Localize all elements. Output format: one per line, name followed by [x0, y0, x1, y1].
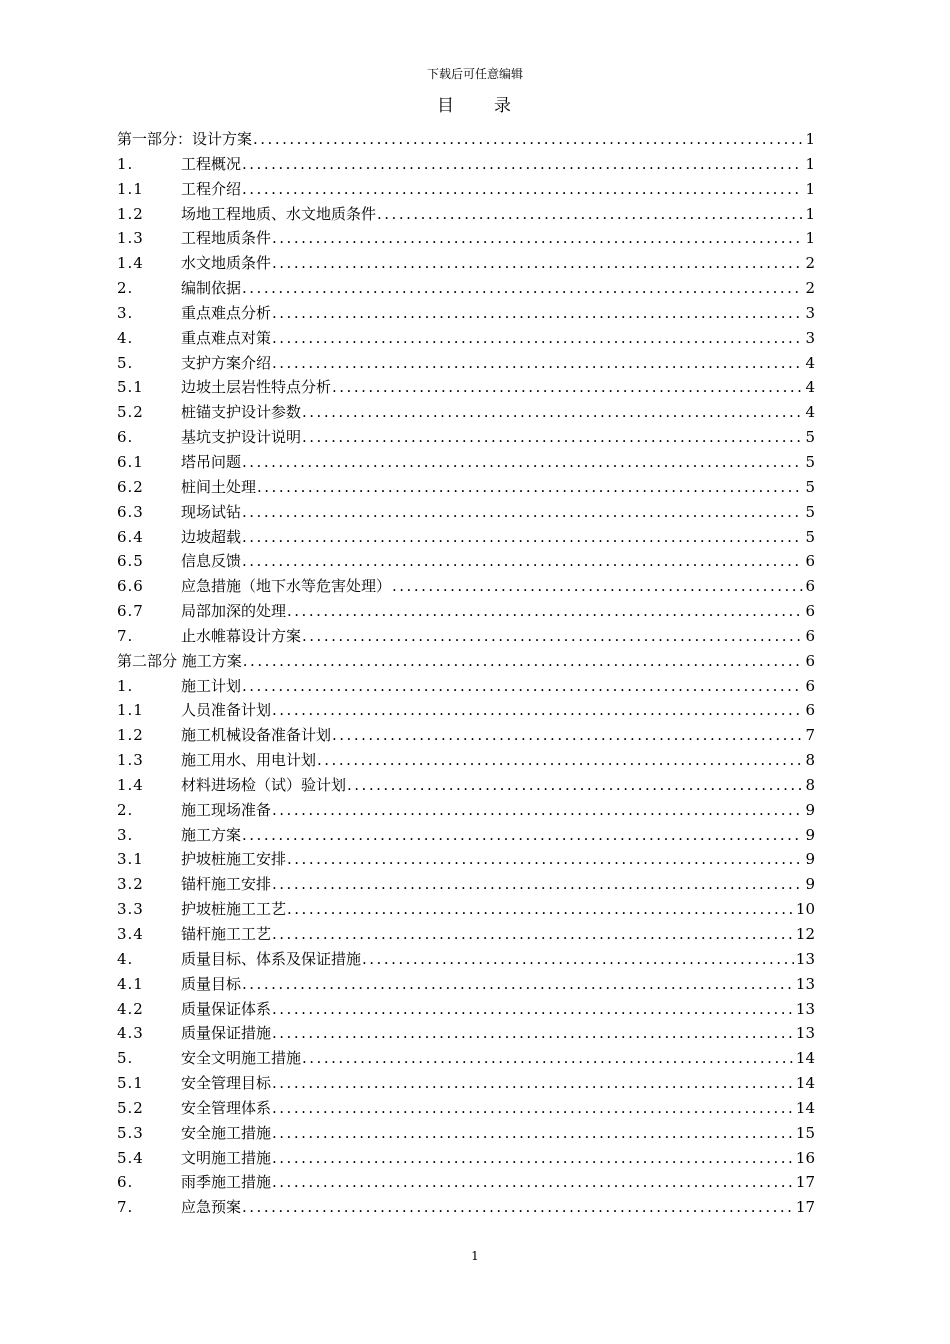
toc-entry-page: 1: [805, 204, 815, 223]
toc-entry-page: 16: [795, 1148, 815, 1167]
toc-dot-leader: [271, 1121, 794, 1146]
toc-entry-title: 重点难点分析: [181, 303, 272, 322]
toc-entry[interactable]: [117, 624, 815, 649]
toc-entry-page: 3: [805, 303, 815, 322]
toc-entry-page: 6: [805, 676, 815, 695]
toc-entry-page: 8: [805, 751, 815, 770]
toc-entry-title: 止水帷幕设计方案: [181, 626, 302, 645]
toc-entry-number: 5.: [117, 353, 134, 372]
table-of-contents: [117, 127, 815, 1220]
toc-entry-page: 13: [795, 1024, 815, 1043]
toc-entry[interactable]: [117, 1121, 815, 1146]
toc-entry[interactable]: [117, 177, 815, 202]
toc-entry-page: 1: [805, 154, 815, 173]
toc-entry-number: 4.2: [117, 999, 144, 1018]
toc-title: 目 录: [437, 96, 513, 116]
toc-entry-number: 3.: [117, 825, 134, 844]
toc-dot-leader: [241, 823, 803, 848]
toc-entry[interactable]: [117, 1046, 815, 1071]
toc-entry-page: 9: [805, 875, 815, 894]
toc-dot-leader: [331, 375, 803, 400]
toc-entry[interactable]: [117, 1146, 815, 1171]
toc-entry-page: 5: [805, 502, 815, 521]
toc-entry-page: 6: [805, 626, 815, 645]
toc-dot-leader: [361, 947, 794, 972]
toc-entry-title: 施工用水、用电计划: [181, 751, 317, 770]
toc-entry-page: 17: [795, 1198, 815, 1217]
toc-entry-number: 6.4: [117, 527, 144, 546]
toc-dot-leader: [286, 897, 794, 922]
toc-entry[interactable]: [117, 276, 815, 301]
toc-entry[interactable]: [117, 152, 815, 177]
toc-dot-leader: [241, 152, 803, 177]
toc-entry-title: 施工机械设备准备计划: [181, 726, 332, 745]
toc-dot-leader: [252, 127, 803, 152]
toc-dot-leader: [241, 674, 803, 699]
toc-dot-leader: [316, 748, 803, 773]
toc-entry-number: 6.1: [117, 452, 144, 471]
toc-entry-title: 文明施工措施: [181, 1148, 272, 1167]
toc-entry-title: 锚杆施工安排: [181, 875, 272, 894]
toc-entry-title: 边坡土层岩性特点分析: [181, 378, 332, 397]
toc-dot-leader: [241, 1195, 794, 1220]
toc-entry-number: 5.1: [117, 378, 144, 397]
toc-dot-leader: [271, 922, 794, 947]
toc-entry-page: 12: [795, 925, 815, 943]
toc-entry-number: 6.: [117, 428, 134, 447]
toc-entry-number: 6.6: [117, 577, 144, 596]
toc-entry[interactable]: [117, 251, 815, 276]
toc-entry-title: 质量目标: [181, 974, 242, 993]
toc-entry-number: 3.1: [117, 850, 144, 869]
toc-entry-title: 基坑支护设计说明: [181, 428, 302, 447]
toc-entry-title: 工程介绍: [181, 179, 242, 198]
toc-entry[interactable]: [117, 549, 815, 574]
toc-entry-title: 锚杆施工工艺: [181, 925, 272, 943]
toc-entry-title: 场地工程地质、水文地质条件: [181, 204, 377, 223]
toc-entry-title: 质量保证措施: [181, 1024, 272, 1043]
toc-entry-number: 5.3: [117, 1123, 144, 1142]
toc-dot-leader: [271, 698, 803, 723]
toc-entry-page: 14: [795, 1049, 815, 1068]
toc-dot-leader: [241, 276, 803, 301]
toc-dot-leader: [271, 1021, 794, 1046]
toc-entry-page: 3: [805, 328, 815, 347]
toc-dot-leader: [346, 773, 803, 798]
toc-dot-leader: [271, 872, 803, 897]
toc-entry-page: 10: [795, 900, 815, 919]
toc-entry-page: 4: [805, 403, 815, 422]
toc-entry-number: 3.3: [117, 900, 144, 919]
toc-entry-title: 桩间土处理: [181, 477, 257, 496]
toc-dot-leader: [286, 599, 803, 624]
toc-entry-title: 雨季施工措施: [181, 1173, 272, 1192]
toc-entry-number: 3.2: [117, 875, 144, 894]
toc-entry-number: 1.: [117, 154, 134, 173]
toc-entry-number: 4.1: [117, 974, 144, 993]
toc-entry-number: 1.1: [117, 179, 144, 198]
toc-entry[interactable]: [117, 748, 815, 773]
toc-entry-title: 水文地质条件: [181, 254, 272, 273]
toc-entry-number: 1.1: [117, 701, 144, 720]
toc-entry-title: 支护方案介绍: [181, 353, 272, 372]
page-header-note: 下载后可任意编辑: [426, 67, 523, 81]
toc-entry-number: 7.: [117, 626, 134, 645]
toc-entry[interactable]: [117, 525, 815, 550]
toc-entry-number: 5.4: [117, 1148, 144, 1167]
toc-entry[interactable]: [117, 947, 815, 972]
toc-entry[interactable]: [117, 847, 815, 872]
toc-entry-page: 4: [805, 378, 815, 397]
toc-entry[interactable]: [117, 972, 815, 997]
toc-entry[interactable]: [117, 301, 815, 326]
toc-entry-title: 质量保证体系: [181, 999, 272, 1018]
toc-entry[interactable]: [117, 798, 815, 823]
page-number: 1: [471, 1249, 479, 1263]
toc-entry-number: 5.1: [117, 1074, 144, 1093]
toc-entry-number: 3.: [117, 303, 134, 322]
toc-entry-title: 安全管理体系: [181, 1098, 272, 1117]
toc-entry-number: 5.2: [117, 1098, 144, 1117]
toc-entry-page: 9: [805, 800, 815, 819]
toc-dot-leader: [271, 351, 803, 376]
toc-dot-leader: [256, 475, 803, 500]
toc-entry-page: 13: [795, 974, 815, 993]
toc-entry[interactable]: [117, 1071, 815, 1096]
toc-entry[interactable]: [117, 773, 815, 798]
toc-entry-page: 6: [805, 701, 815, 720]
toc-entry-title: 护坡桩施工安排: [181, 850, 287, 869]
toc-entry-title: 工程地质条件: [181, 229, 272, 248]
toc-dot-leader: [241, 549, 803, 574]
toc-entry-number: 4.: [117, 949, 134, 968]
toc-entry-title: 桩锚支护设计参数: [181, 403, 302, 422]
toc-dot-leader: [271, 1071, 794, 1096]
toc-entry-number: 1.3: [117, 751, 144, 770]
toc-entry-number: 1.3: [117, 229, 144, 248]
toc-entry[interactable]: [117, 500, 815, 525]
toc-entry[interactable]: [117, 326, 815, 351]
toc-entry-title: 护坡桩施工工艺: [181, 900, 287, 919]
toc-entry-number: 7.: [117, 1198, 134, 1217]
toc-dot-leader: [301, 425, 803, 450]
toc-entry[interactable]: [117, 723, 815, 748]
toc-entry-page: 14: [795, 1098, 815, 1117]
toc-entry-number: 1.4: [117, 775, 144, 794]
toc-dot-leader: [391, 574, 803, 599]
toc-entry-title: 塔吊问题: [181, 452, 242, 471]
toc-dot-leader: [271, 1146, 794, 1171]
toc-entry-page: 13: [795, 949, 815, 968]
toc-entry-title: 施工方案: [181, 825, 242, 844]
toc-entry-page: 6: [805, 651, 815, 670]
toc-part-entry[interactable]: [117, 649, 815, 674]
toc-entry-number: 4.: [117, 328, 134, 347]
toc-dot-leader: [242, 649, 804, 674]
toc-entry-title: 材料进场检（试）验计划: [181, 775, 347, 794]
toc-entry-title: 第二部分 施工方案: [117, 651, 242, 670]
toc-entry-title: 信息反馈: [181, 552, 242, 571]
toc-entry-page: 9: [805, 825, 815, 844]
toc-dot-leader: [271, 226, 803, 251]
toc-entry-page: 13: [795, 999, 815, 1018]
toc-dot-leader: [301, 624, 803, 649]
toc-entry-number: 6.2: [117, 477, 144, 496]
toc-entry-title: 应急措施（地下水等危害处理）: [181, 577, 392, 596]
toc-entry-title: 安全施工措施: [181, 1123, 272, 1142]
toc-entry-number: 1.: [117, 676, 134, 695]
toc-dot-leader: [271, 1170, 794, 1195]
toc-dot-leader: [271, 326, 803, 351]
toc-entry-title: 现场试钻: [181, 502, 242, 521]
toc-entry-page: 2: [805, 254, 815, 273]
toc-entry-title: 局部加深的处理: [181, 602, 287, 621]
toc-entry-number: 1.2: [117, 726, 144, 745]
toc-entry-page: 14: [795, 1074, 815, 1093]
toc-entry-number: 2.: [117, 800, 134, 819]
toc-entry-number: 2.: [117, 279, 134, 298]
toc-entry-number: 6.: [117, 1173, 134, 1192]
toc-entry[interactable]: [117, 1170, 815, 1195]
toc-entry[interactable]: [117, 823, 815, 848]
toc-entry[interactable]: [117, 400, 815, 425]
toc-entry[interactable]: [117, 202, 815, 227]
toc-dot-leader: [301, 400, 803, 425]
toc-entry[interactable]: [117, 375, 815, 400]
toc-entry-title: 人员准备计划: [181, 701, 272, 720]
toc-entry-number: 6.3: [117, 502, 144, 521]
toc-entry-page: 6: [805, 602, 815, 621]
toc-entry-page: 8: [805, 775, 815, 794]
toc-entry-title: 第一部分：设计方案: [117, 130, 253, 148]
toc-dot-leader: [241, 177, 803, 202]
toc-entry-title: 边坡超载: [181, 527, 242, 546]
toc-entry-page: 15: [795, 1123, 815, 1142]
toc-entry[interactable]: [117, 872, 815, 897]
toc-entry-title: 施工现场准备: [181, 800, 272, 819]
toc-entry-title: 工程概况: [181, 154, 242, 173]
toc-entry[interactable]: [117, 450, 815, 475]
toc-dot-leader: [241, 972, 794, 997]
toc-dot-leader: [271, 798, 803, 823]
toc-entry-title: 应急预案: [181, 1198, 242, 1217]
toc-entry[interactable]: [117, 698, 815, 723]
toc-entry-number: 1.4: [117, 254, 144, 273]
toc-entry-page: 2: [805, 279, 815, 298]
toc-entry-number: 4.3: [117, 1024, 144, 1043]
toc-entry[interactable]: [117, 897, 815, 922]
toc-entry[interactable]: [117, 1096, 815, 1121]
toc-dot-leader: [271, 301, 803, 326]
toc-entry-title: 安全管理目标: [181, 1074, 272, 1093]
toc-entry-page: 9: [805, 850, 815, 869]
toc-dot-leader: [271, 251, 803, 276]
toc-entry-number: 1.2: [117, 204, 144, 223]
toc-entry-page: 5: [805, 477, 815, 496]
toc-entry-page: 17: [795, 1173, 815, 1192]
toc-entry-title: 重点难点对策: [181, 328, 272, 347]
toc-entry-number: 3.4: [117, 925, 144, 943]
toc-entry[interactable]: [117, 1021, 815, 1046]
toc-dot-leader: [271, 1096, 794, 1121]
toc-entry[interactable]: [117, 599, 815, 624]
toc-entry-page: 4: [805, 353, 815, 372]
toc-entry-page: 5: [805, 452, 815, 471]
toc-entry[interactable]: [117, 1195, 815, 1220]
toc-dot-leader: [241, 450, 803, 475]
toc-dot-leader: [331, 723, 803, 748]
toc-dot-leader: [271, 997, 794, 1022]
toc-entry-page: 5: [805, 428, 815, 447]
toc-entry-number: 6.7: [117, 602, 144, 621]
toc-entry[interactable]: [117, 475, 815, 500]
toc-part-entry[interactable]: [117, 127, 815, 152]
toc-dot-leader: [241, 525, 803, 550]
toc-entry-page: 1: [805, 229, 815, 248]
toc-entry-number: 5.2: [117, 403, 144, 422]
toc-entry-page: 1: [805, 179, 815, 198]
toc-dot-leader: [241, 500, 803, 525]
toc-entry-page: 1: [805, 130, 815, 148]
toc-entry-page: 7: [805, 726, 815, 745]
toc-entry-title: 施工计划: [181, 676, 242, 695]
toc-entry-page: 6: [805, 552, 815, 571]
toc-entry-page: 6: [805, 577, 815, 596]
toc-entry[interactable]: [117, 425, 815, 450]
toc-entry-number: 6.5: [117, 552, 144, 571]
toc-entry-number: 5.: [117, 1049, 134, 1068]
toc-entry[interactable]: [117, 351, 815, 376]
toc-entry-title: 编制依据: [181, 279, 242, 298]
toc-entry[interactable]: [117, 997, 815, 1022]
toc-entry[interactable]: [117, 226, 815, 251]
toc-entry[interactable]: [117, 922, 815, 947]
toc-dot-leader: [286, 847, 803, 872]
toc-entry[interactable]: [117, 674, 815, 699]
toc-dot-leader: [376, 202, 803, 227]
toc-entry-page: 5: [805, 527, 815, 546]
toc-dot-leader: [301, 1046, 794, 1071]
toc-entry-title: 安全文明施工措施: [181, 1049, 302, 1068]
toc-entry-title: 质量目标、体系及保证措施: [181, 949, 362, 968]
toc-entry[interactable]: [117, 574, 815, 599]
